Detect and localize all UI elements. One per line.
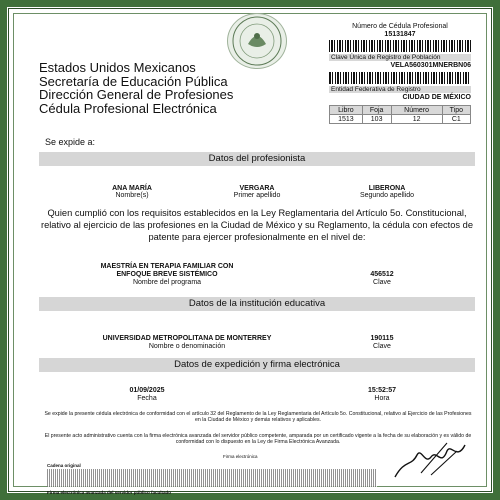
agency-line: Secretaría de Educación Pública — [39, 73, 228, 89]
cedula-number: 15131847 — [384, 31, 416, 38]
agency-line: Dirección General de Profesiones — [39, 87, 234, 102]
registro-header: Foja — [362, 106, 391, 115]
firma-label: Firma electrónica — [223, 454, 258, 459]
institucion-clave-label: Clave — [373, 343, 391, 350]
national-seal-icon — [227, 13, 287, 69]
registro-header: Número — [391, 106, 442, 115]
programa-clave-field — [357, 271, 407, 287]
hora-field — [352, 387, 412, 403]
issuing-agency — [39, 61, 233, 115]
hora-label: Hora — [374, 395, 390, 402]
cadena-original-code — [47, 469, 377, 487]
legal-text-2: El presente acto administrativo cuenta con la firma electrónica avanzada del servidor público competente, amparada por un certificado vigente a la fecha de su elaboración y es válido de conformidad con lo dispuesto en la Ley de Firma Electrónica Avanzada. — [44, 433, 472, 446]
segundo-apellido-value: LIBERONA — [368, 185, 406, 192]
nombre-label: Nombre(s) — [115, 192, 149, 199]
programa-label: Nombre del programa — [132, 279, 202, 286]
segundo-apellido-field — [332, 185, 442, 199]
agency-line: Estados Unidos Mexicanos — [39, 60, 196, 75]
programa-field — [87, 263, 247, 287]
section-profesionista: Datos del profesionista — [39, 152, 475, 166]
programa-clave-label: Clave — [373, 279, 391, 286]
registro-header: Tipo — [442, 106, 470, 115]
fecha-value: 01/09/2025 — [129, 387, 165, 394]
registro-value: 103 — [362, 115, 391, 124]
hora-value: 15:52:57 — [367, 387, 397, 394]
primer-apellido-field — [212, 185, 302, 199]
signature-icon — [391, 437, 471, 481]
programa-clave-value: 456512 — [370, 271, 394, 278]
requisitos-paragraph: Quien cumplió con los requisitos establecidos en la Ley Reglamentaria del Artículo 5o. Constitucional, relativo al ejercicio de las profesiones en la Ciudad de México y su Reglamento, la cédula con efectos de patente para ejercer profesionalmente en el nivel de: — [40, 208, 474, 242]
nombre-value: ANA MARÍA — [112, 185, 152, 192]
agency-line: Cédula Profesional Electrónica — [39, 100, 217, 116]
primer-apellido-label: Primer apellido — [233, 192, 281, 199]
entidad-value: CIUDAD DE MÉXICO — [402, 94, 471, 101]
primer-apellido-value: VERGARA — [239, 185, 275, 192]
fecha-label: Fecha — [137, 395, 157, 402]
curp-value: VELA560301MNERBN06 — [390, 62, 471, 69]
section-expedicion: Datos de expedición y firma electrónica — [39, 358, 475, 372]
institucion-clave-field — [357, 335, 407, 351]
registro-table — [329, 105, 471, 124]
barcode-curp — [329, 72, 471, 84]
registro-value: 1513 — [330, 115, 363, 124]
institucion-clave-value: 190115 — [370, 335, 394, 342]
fecha-field — [117, 387, 177, 403]
barcode-cedula — [329, 40, 471, 52]
legal-text-1: Se expide la presente cédula electrónica de conformidad con el artículo 32 del Reglamento de la Ley Reglamentaria del Artículo 5o. Constitucional, relativo al Ejercicio de las Profesiones en la Ciudad de México y demás relativos y aplicables. — [44, 411, 472, 424]
section-institucion: Datos de la institución educativa — [39, 297, 475, 311]
institucion-label: Nombre o denominación — [148, 343, 226, 350]
registro-value: 12 — [391, 115, 442, 124]
registration-block — [329, 23, 471, 124]
programa-value: MAESTRÍA EN TERAPIA FAMILIAR CON ENFOQUE BREVE SISTÉMICO — [100, 263, 234, 278]
nombre-field — [77, 185, 187, 199]
se-expide-label: Se expide a: — [45, 137, 96, 147]
segundo-apellido-label: Segundo apellido — [359, 192, 415, 199]
institucion-value: UNIVERSIDAD METROPOLITANA DE MONTERREY — [102, 335, 272, 342]
servidor-publico-label: Firma electrónica avanzada del servidor público facultado — [47, 490, 172, 495]
registro-value: C1 — [442, 115, 470, 124]
cedula-number-label: Número de Cédula Profesional — [352, 23, 448, 30]
entidad-label: Entidad Federativa de Registro — [329, 86, 471, 93]
curp-label: Clave Única de Registro de Población — [329, 54, 471, 61]
institucion-field — [87, 335, 287, 351]
cadena-original-label: Cadena original — [47, 463, 81, 468]
registro-header: Libro — [330, 106, 363, 115]
